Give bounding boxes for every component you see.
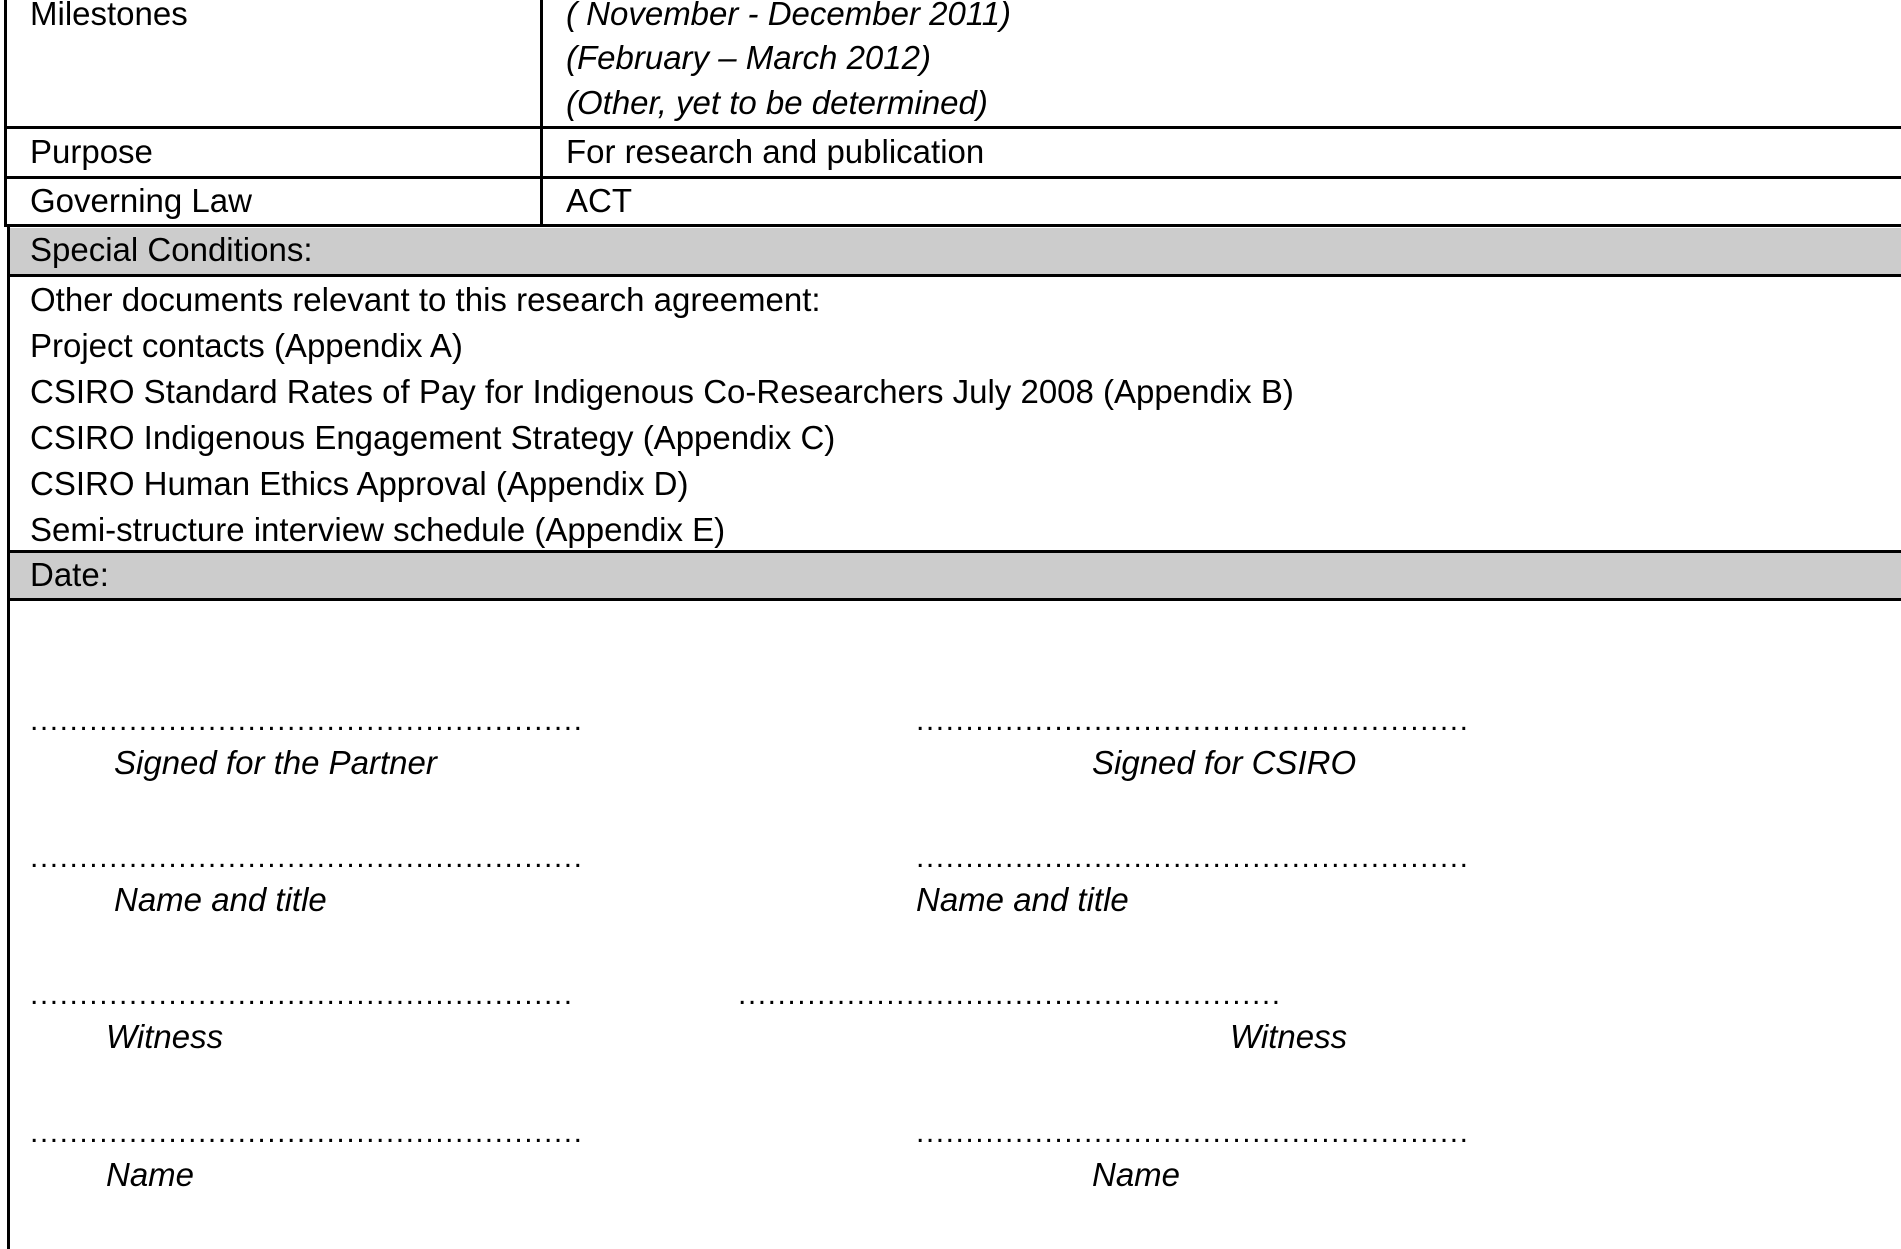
witness-line-csiro: ....................................................... xyxy=(738,978,1282,1011)
milestone-value-1: ( November - December 2011) xyxy=(566,0,1012,32)
table-left-border-lower xyxy=(7,224,10,1249)
name-caption-csiro: Name xyxy=(1092,1156,1181,1193)
name-title-line-csiro: ........................................................ xyxy=(916,841,1470,874)
date-header: Date: xyxy=(30,556,109,593)
name-title-line-partner: ........................................................ xyxy=(30,841,584,874)
special-conditions-header: Special Conditions: xyxy=(30,231,313,268)
milestones-label: Milestones xyxy=(30,0,188,32)
name-caption-partner: Name xyxy=(106,1156,195,1193)
table-rule-below-date xyxy=(7,598,1901,601)
special-conditions-line-intro: Other documents relevant to this research agreement: xyxy=(30,281,821,318)
witness-caption-partner: Witness xyxy=(106,1018,224,1055)
special-conditions-line-appendix-b: CSIRO Standard Rates of Pay for Indigenous Co-Researchers July 2008 (Appendix B) xyxy=(30,373,1294,410)
name-line-csiro: ........................................................ xyxy=(916,1116,1470,1149)
name-title-caption-partner: Name and title xyxy=(114,881,327,918)
table-rule-below-special-header xyxy=(7,274,1901,277)
purpose-label: Purpose xyxy=(30,133,153,170)
date-header-band xyxy=(7,552,1901,599)
witness-line-partner: ....................................................... xyxy=(30,978,574,1011)
table-rule-below-milestones xyxy=(4,126,1901,129)
milestone-value-2: (February – March 2012) xyxy=(566,39,931,76)
table-rule-below-governing-law xyxy=(4,224,1901,227)
table-rule-above-date xyxy=(7,550,1901,553)
witness-caption-csiro: Witness xyxy=(1230,1018,1348,1055)
milestone-value-3: (Other, yet to be determined) xyxy=(566,84,988,121)
purpose-value: For research and publication xyxy=(566,133,985,170)
signed-for-partner-caption: Signed for the Partner xyxy=(114,744,437,781)
special-conditions-line-appendix-a: Project contacts (Appendix A) xyxy=(30,327,463,364)
special-conditions-line-appendix-e: Semi-structure interview schedule (Appendix E) xyxy=(30,511,726,548)
governing-law-value: ACT xyxy=(566,182,632,219)
name-title-caption-csiro: Name and title xyxy=(916,881,1129,918)
special-conditions-line-appendix-c: CSIRO Indigenous Engagement Strategy (Appendix C) xyxy=(30,419,836,456)
table-rule-below-purpose xyxy=(4,176,1901,179)
table-left-border-upper xyxy=(4,0,7,226)
governing-law-label: Governing Law xyxy=(30,182,252,219)
signature-line-csiro: ........................................................ xyxy=(916,704,1470,737)
name-line-partner: ........................................................ xyxy=(30,1116,584,1149)
special-conditions-line-appendix-d: CSIRO Human Ethics Approval (Appendix D) xyxy=(30,465,689,502)
signature-line-partner: ........................................................ xyxy=(30,704,584,737)
signed-for-csiro-caption: Signed for CSIRO xyxy=(1092,744,1357,781)
table-column-divider xyxy=(540,0,543,226)
